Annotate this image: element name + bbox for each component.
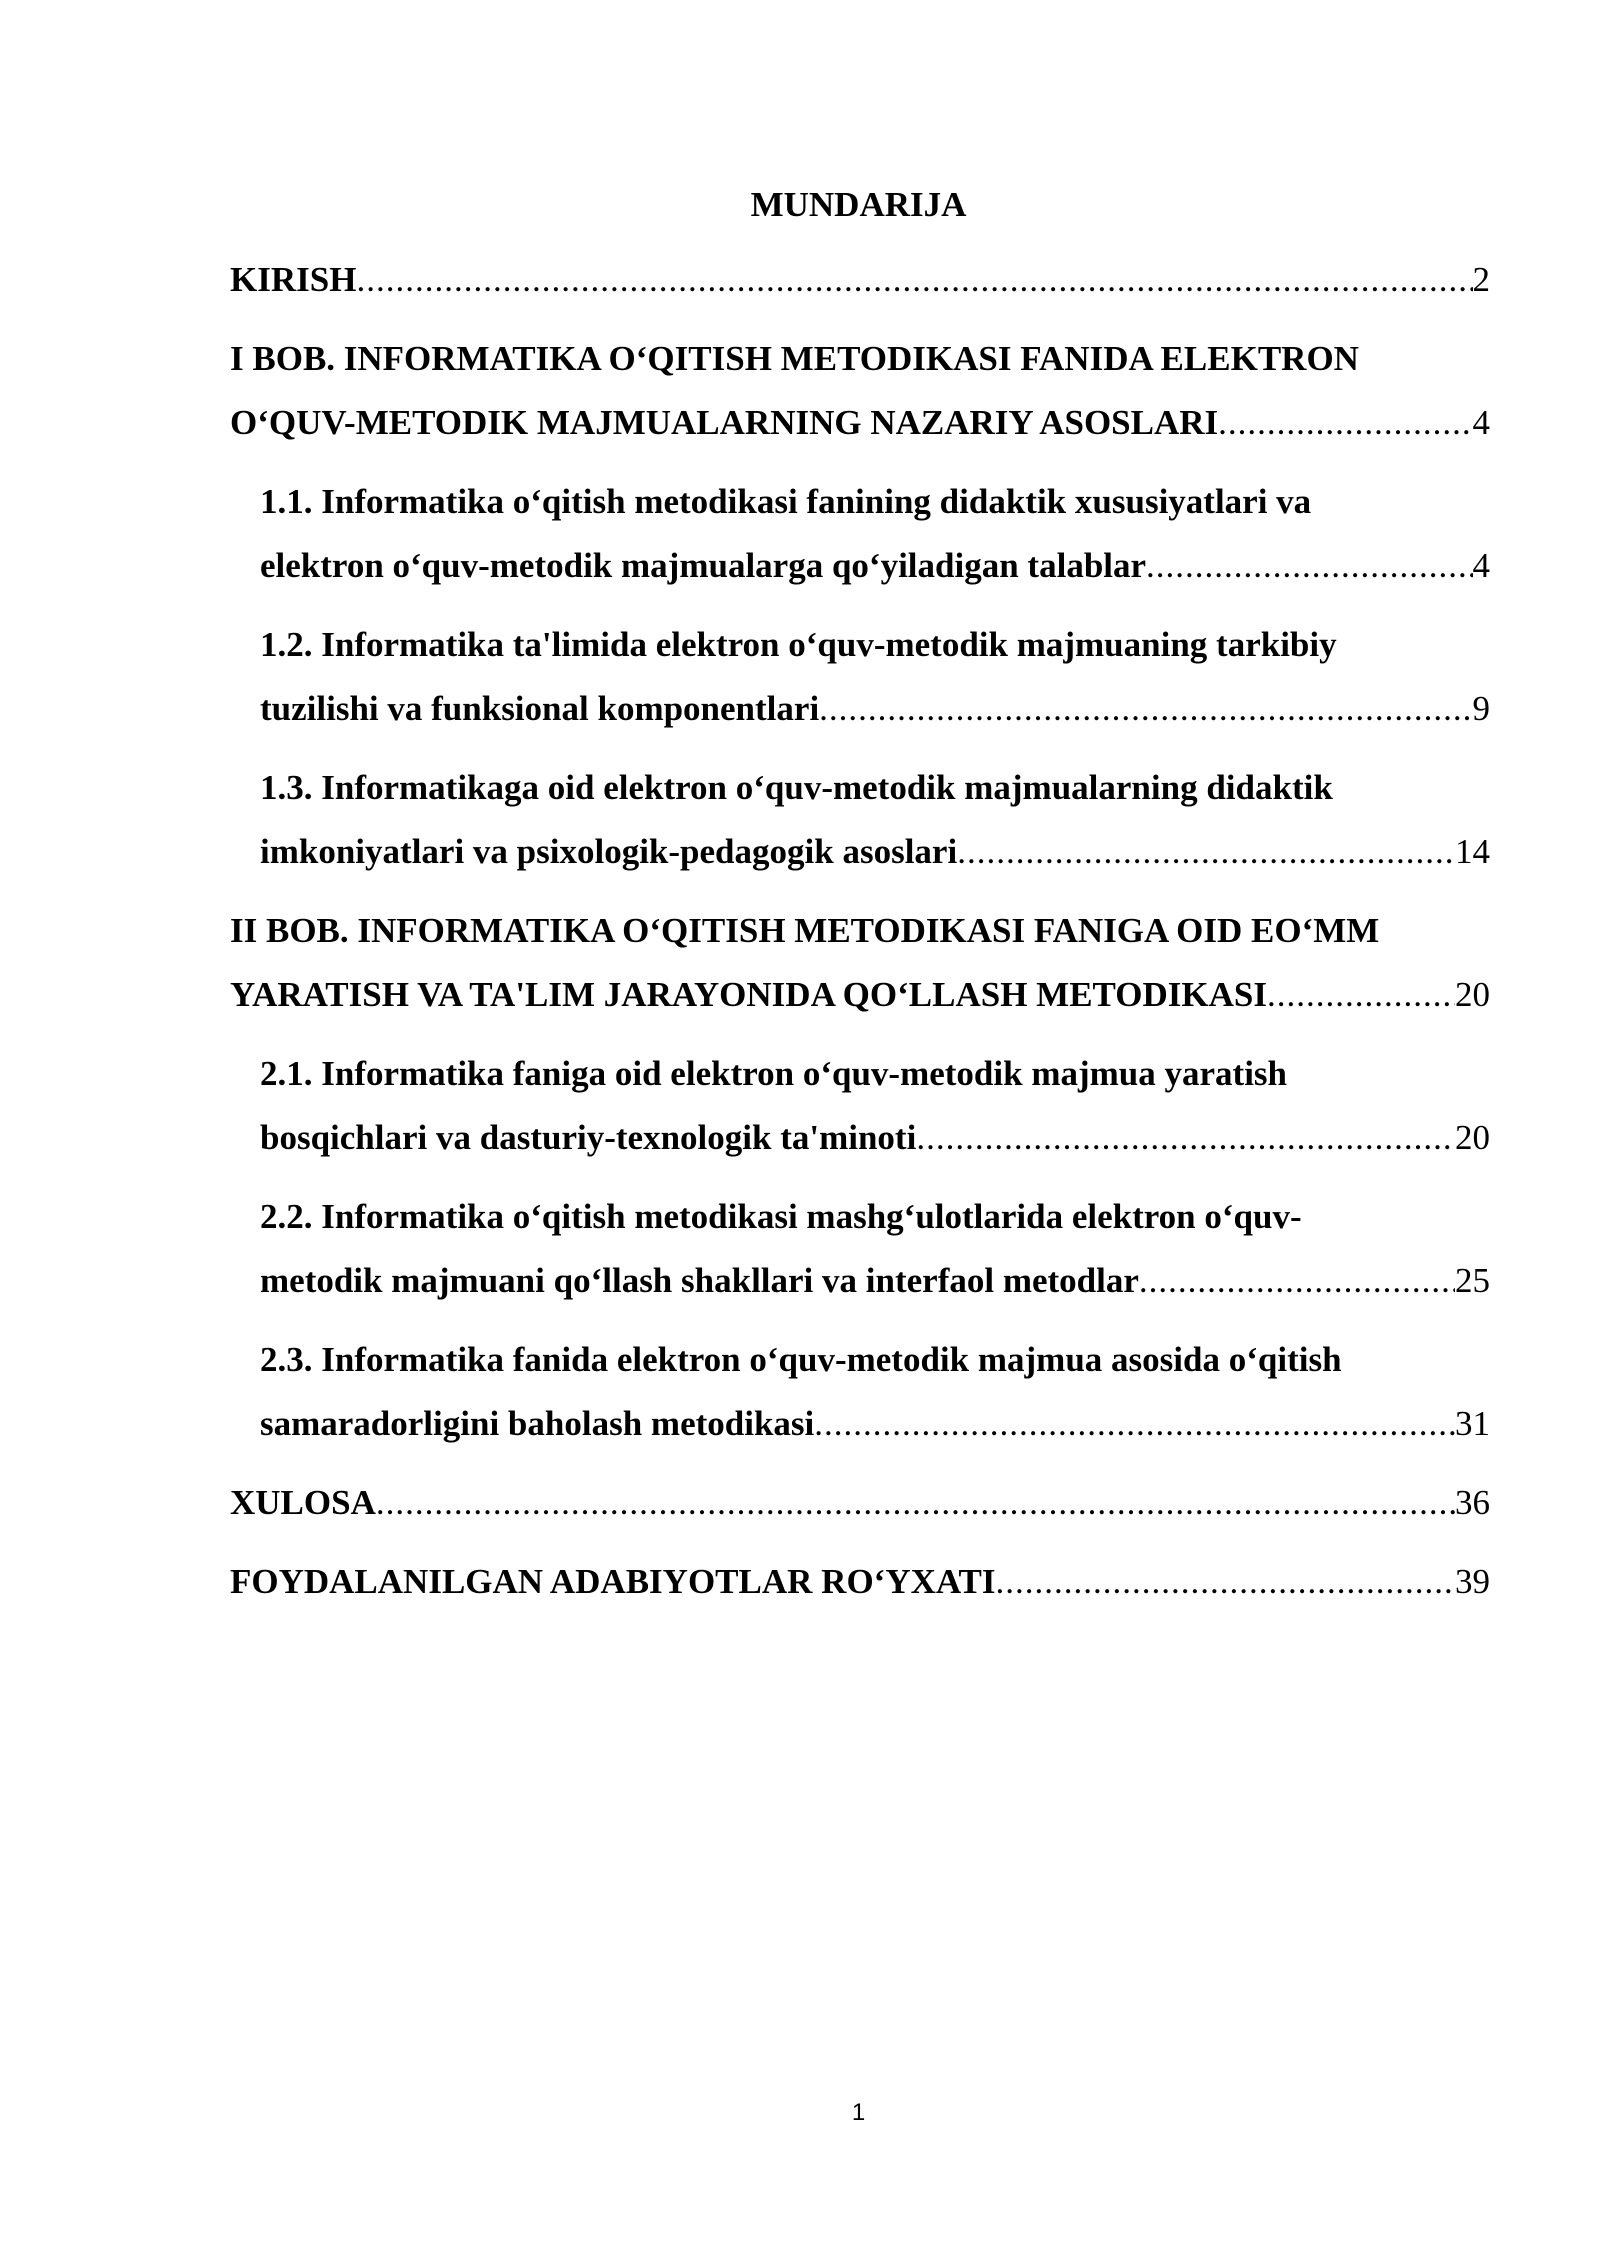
toc-page-number: 20 <box>1455 1118 1490 1157</box>
toc-entry-line <box>260 534 1490 598</box>
toc-page-number: 20 <box>1455 975 1490 1014</box>
toc-entry-line <box>230 963 1490 1027</box>
toc-entry-title-line: II BOB. INFORMATIKA O‘QITISH METODIKASI FANIGA OID EO‘MM <box>230 911 1380 950</box>
dot-leader <box>1146 534 1472 598</box>
toc-entry-line <box>230 1471 1490 1535</box>
table-of-contents <box>230 248 1490 1629</box>
dot-leader <box>1267 963 1455 1027</box>
dot-leader <box>1218 391 1472 455</box>
toc-entry[interactable] <box>230 1042 1490 1170</box>
toc-entry[interactable] <box>230 327 1490 455</box>
toc-entry[interactable] <box>230 613 1490 741</box>
toc-entry-title-line: samaradorligini baholash metodikasi <box>260 1404 815 1443</box>
toc-entry[interactable] <box>230 756 1490 884</box>
toc-entry-title-line: KIRISH <box>230 260 357 299</box>
dot-leader <box>996 1550 1455 1614</box>
toc-page-number: 25 <box>1455 1261 1490 1300</box>
toc-entry-title-line: metodik majmuani qo‘llash shakllari va interfaol metodlar <box>260 1261 1139 1300</box>
toc-entry-line <box>230 248 1490 312</box>
dot-leader <box>916 1106 1455 1170</box>
dot-leader <box>1139 1249 1455 1313</box>
toc-entry-title-line: YARATISH VA TA'LIM JARAYONIDA QO‘LLASH METODIKASI <box>230 975 1267 1014</box>
toc-entry-line <box>260 1392 1490 1456</box>
toc-entry-title-line: imkoniyatlari va psixologik-pedagogik asoslari <box>260 832 958 871</box>
toc-entry[interactable] <box>230 1471 1490 1535</box>
toc-entry-title-line: O‘QUV-METODIK MAJMUALARNING NAZARIY ASOSLARI <box>230 403 1219 442</box>
toc-page-number: 4 <box>1472 403 1490 442</box>
toc-entry-line <box>260 1249 1490 1313</box>
toc-page-number: 39 <box>1455 1562 1490 1601</box>
toc-entry-title-line: 2.2. Informatika o‘qitish metodikasi mashg‘ulotlarida elektron o‘quv- <box>260 1197 1302 1236</box>
dot-leader <box>376 1471 1455 1535</box>
page-number: 1 <box>851 2099 866 2126</box>
toc-page-number: 31 <box>1455 1404 1490 1443</box>
toc-entry-line <box>260 820 1490 884</box>
toc-entry-title-line: 2.3. Informatika fanida elektron o‘quv-metodik majmua asosida o‘qitish <box>260 1340 1342 1379</box>
toc-entry-line <box>260 1106 1490 1170</box>
toc-entry-title-line: 1.3. Informatikaga oid elektron o‘quv-metodik majmualarning didaktik <box>260 768 1333 807</box>
toc-entry[interactable] <box>230 1550 1490 1614</box>
toc-page-number: 36 <box>1455 1483 1490 1522</box>
toc-page-number: 14 <box>1455 832 1490 871</box>
toc-entry-title-line: bosqichlari va dasturiy-texnologik ta'minoti <box>260 1118 917 1157</box>
toc-page-number: 4 <box>1472 546 1490 585</box>
toc-entry[interactable] <box>230 1185 1490 1313</box>
toc-entry-title-line: I BOB. INFORMATIKA O‘QITISH METODIKASI FANIDA ELEKTRON <box>230 339 1359 378</box>
toc-entry[interactable] <box>230 1328 1490 1456</box>
toc-entry-title-line: elektron o‘quv-metodik majmualarga qo‘yiladigan talablar <box>260 546 1147 585</box>
toc-entry-title-line: tuzilishi va funksional komponentlari <box>260 689 820 728</box>
dot-leader <box>957 820 1455 884</box>
toc-entry-title-line: 1.2. Informatika ta'limida elektron o‘quv-metodik majmuaning tarkibiy <box>260 625 1337 664</box>
toc-entry[interactable] <box>230 899 1490 1027</box>
dot-leader <box>814 1392 1455 1456</box>
toc-entry-line <box>230 391 1490 455</box>
toc-entry-line <box>230 1550 1490 1614</box>
toc-entry-title-line: 2.1. Informatika faniga oid elektron o‘quv-metodik majmua yaratish <box>260 1054 1288 1093</box>
toc-entry[interactable] <box>230 248 1490 312</box>
toc-page-number: 9 <box>1472 689 1490 728</box>
dot-leader <box>356 248 1472 312</box>
toc-entry-title-line: FOYDALANILGAN ADABIYOTLAR RO‘YXATI <box>230 1562 996 1601</box>
toc-title: MUNDARIJA <box>750 185 967 224</box>
toc-page-number: 2 <box>1472 260 1490 299</box>
toc-entry-title-line: XULOSA <box>230 1483 376 1522</box>
toc-entry-title-line: 1.1. Informatika o‘qitish metodikasi fanining didaktik xususiyatlari va <box>260 482 1312 521</box>
toc-entry-line <box>260 677 1490 741</box>
toc-entry[interactable] <box>230 470 1490 598</box>
dot-leader <box>819 677 1472 741</box>
